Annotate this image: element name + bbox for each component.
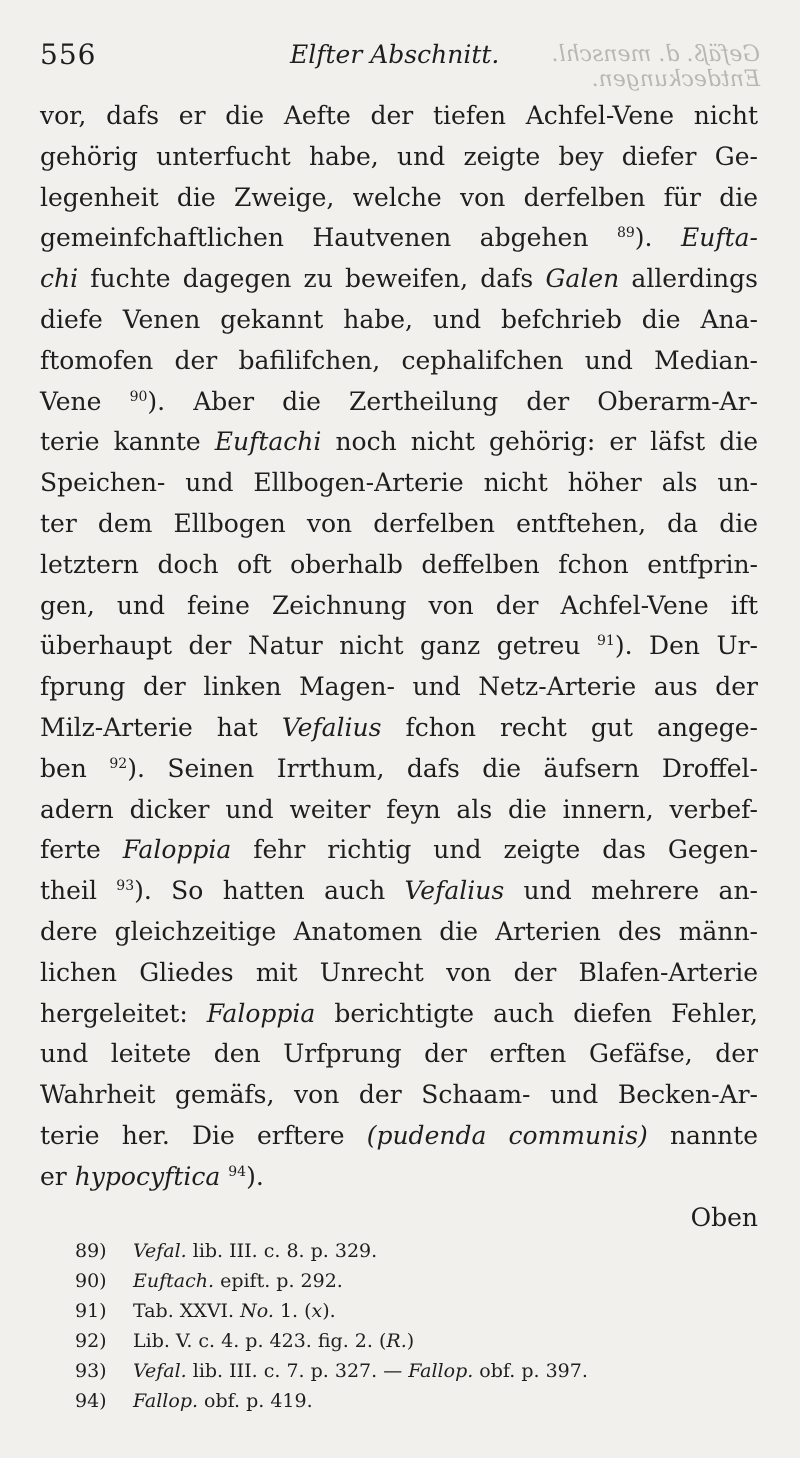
- text-line: letztern doch oft oberhalb deffelben fchon entfprin-: [40, 549, 758, 579]
- footnote-reference: 89: [616, 225, 635, 242]
- running-head: Elfter Abschnitt.: [290, 40, 500, 69]
- text-line: fprung der linken Magen- und Netz-Arterie aus der: [40, 672, 758, 702]
- italic-text: hypocyftica: [74, 1161, 221, 1191]
- page-number: 556: [40, 38, 97, 71]
- italic-text: Vefal.: [133, 1360, 187, 1382]
- footnote-marker: 91): [75, 1300, 107, 1322]
- text-line: lichen Gliedes mit Unrecht von der Blafen-Arterie: [40, 957, 758, 987]
- italic-text: No.: [240, 1300, 274, 1322]
- catchword: Oben: [690, 1202, 758, 1232]
- text-line: und leitete den Urfprung der erften Gefäfse, der: [40, 1039, 758, 1069]
- italic-text: Galen: [545, 264, 620, 294]
- text-line: Speichen- und Ellbogen-Arterie nicht höher als un-: [40, 468, 758, 498]
- footnote-marker: 93): [75, 1360, 107, 1382]
- italic-text: Eufta-: [680, 223, 758, 253]
- text-line: theil $^{93}$). So hatten auch Vefalius und mehrere an-: [40, 876, 758, 906]
- text-line: dere gleichzeitige Anatomen die Arterien des männ-: [40, 916, 758, 946]
- footnote-reference: 94: [228, 1163, 247, 1180]
- bleed-through-text: Gefäß. d. menschl. Entdeckungen.: [551, 42, 760, 92]
- text-line: ftomofen der bafilifchen, cephalifchen und Median-: [40, 345, 758, 375]
- footnote-marker: 90): [75, 1270, 107, 1292]
- text-line: Wahrheit gemäfs, von der Schaam- und Becken-Ar-: [40, 1080, 758, 1110]
- body-text: [40, 96, 758, 1238]
- italic-text: Fallop.: [133, 1390, 199, 1412]
- text-line: legenheit die Zweige, welche von derfelben für die: [40, 182, 758, 212]
- italic-text: (pudenda communis): [366, 1120, 648, 1150]
- italic-text: Faloppia: [122, 835, 232, 865]
- text-line: terie kannte Euftachi noch nicht gehörig: er läfst die: [40, 427, 758, 457]
- footnote: 93) Vefal. lib. III. c. 7. p. 327. — Fallop. obf. p. 397.: [75, 1356, 765, 1386]
- italic-text: Euftach.: [133, 1270, 215, 1292]
- footnote: 94) Fallop. obf. p. 419.: [75, 1386, 765, 1416]
- footnotes: [75, 1236, 765, 1416]
- italic-text: Vefalius: [281, 712, 382, 742]
- text-line: Vene $^{90}$). Aber die Zertheilung der Oberarm-Ar-: [40, 386, 758, 416]
- text-line: gen, und feine Zeichnung von der Achfel-Vene ift: [40, 590, 758, 620]
- footnote: 89) Vefal. lib. III. c. 8. p. 329.: [75, 1236, 765, 1266]
- text-line: terie her. Die erftere (pudenda communis) nannte: [40, 1120, 758, 1150]
- footnote-reference: 91: [596, 633, 615, 650]
- italic-text: chi: [40, 264, 79, 294]
- text-line: chi fuchte dagegen zu beweifen, dafs Galen allerdings: [40, 264, 758, 294]
- italic-text: R.: [386, 1330, 407, 1352]
- footnote-reference: 90: [129, 388, 148, 405]
- footnote: 90) Euftach. epift. p. 292.: [75, 1266, 765, 1296]
- italic-text: Fallop.: [408, 1360, 474, 1382]
- text-line: ben $^{92}$). Seinen Irrthum, dafs die äufsern Droffel-: [40, 753, 758, 783]
- text-line: adern dicker und weiter feyn als die innern, verbef-: [40, 794, 758, 824]
- footnote-reference: 92: [109, 755, 128, 772]
- italic-text: Vefal.: [133, 1240, 187, 1262]
- italic-text: x: [311, 1300, 323, 1322]
- text-line: vor, dafs er die Aefte der tiefen Achfel-Vene nicht: [40, 101, 758, 130]
- footnote-marker: 89): [75, 1240, 107, 1262]
- footnote-reference: 93: [116, 878, 135, 895]
- text-line: ferte Faloppia fehr richtig und zeigte das Gegen-: [40, 835, 758, 865]
- footnote: 91) Tab. XXVI. No. 1. (x).: [75, 1296, 765, 1326]
- page-header: [40, 38, 760, 92]
- footnote-marker: 94): [75, 1390, 107, 1412]
- footnote: 92) Lib. V. c. 4. p. 423. fig. 2. (R.): [75, 1326, 765, 1356]
- text-line: diefe Venen gekannt habe, und befchrieb die Ana-: [40, 304, 758, 334]
- text-line: Milz-Arterie hat Vefalius fchon recht gut angege-: [40, 712, 759, 742]
- text-line: er hypocyftica $^{94}$).: [40, 1161, 264, 1191]
- footnote-marker: 92): [75, 1330, 107, 1352]
- text-line: gehörig unterfucht habe, und zeigte bey diefer Ge-: [40, 141, 758, 171]
- text-line: überhaupt der Natur nicht ganz getreu $^{91}$). Den Ur-: [40, 631, 758, 661]
- italic-text: Euftachi: [214, 427, 322, 457]
- text-line: ter dem Ellbogen von derfelben entftehen, da die: [40, 508, 758, 538]
- italic-text: Faloppia: [206, 998, 316, 1028]
- text-line: gemeinfchaftlichen Hautvenen abgehen $^{89}$). Eufta-: [40, 223, 758, 253]
- italic-text: Vefalius: [404, 876, 505, 906]
- text-line: hergeleitet: Faloppia berichtigte auch diefen Fehler,: [40, 998, 758, 1028]
